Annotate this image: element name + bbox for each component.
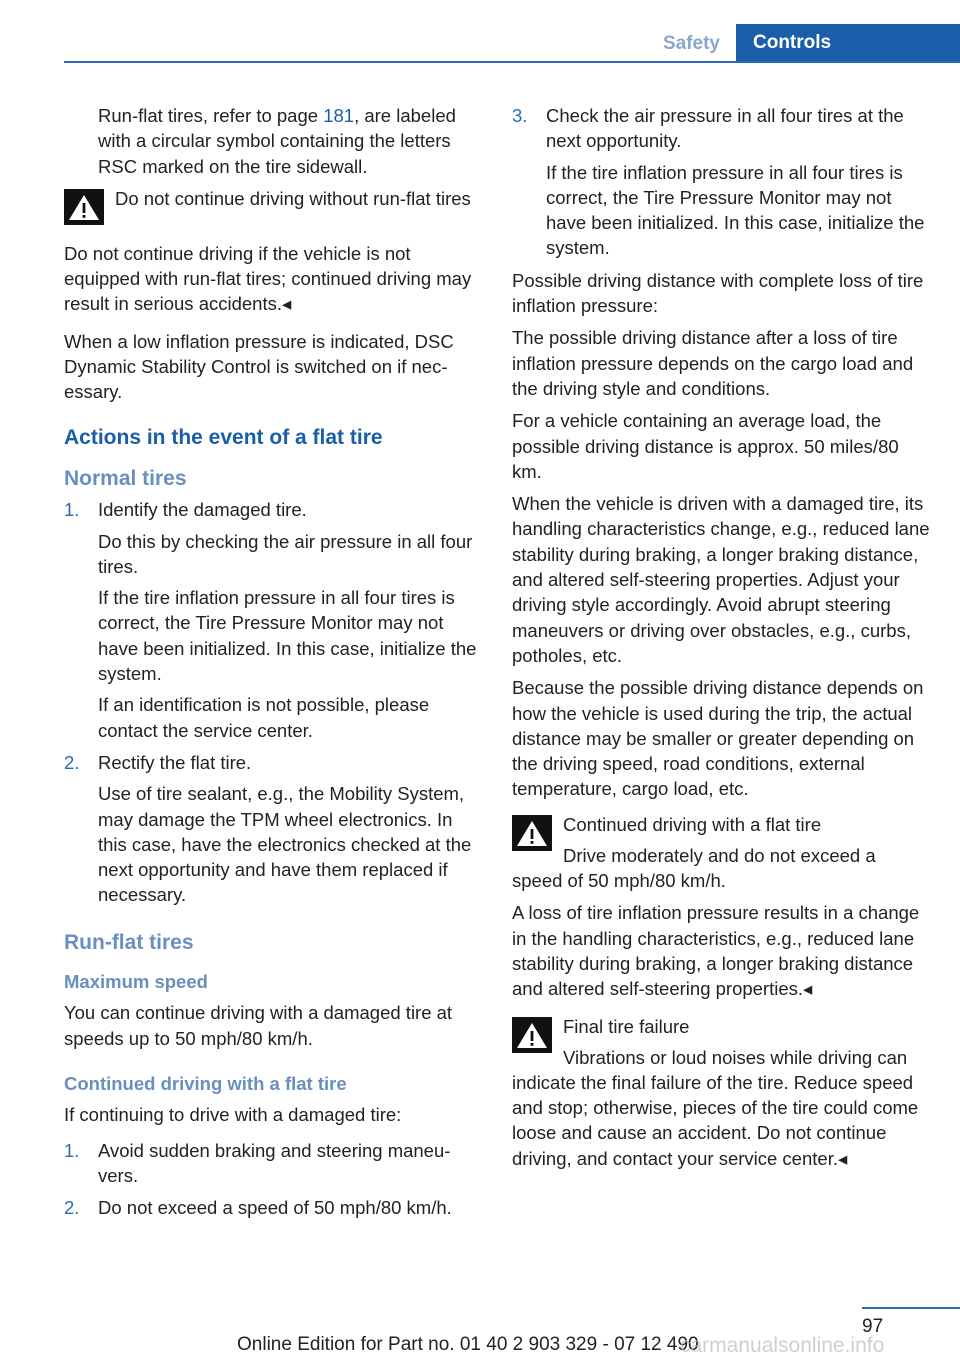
list-item: 2. Do not exceed a speed of 50 mph/80 km/h. xyxy=(64,1195,482,1220)
warning-body: Drive moderately and do not exceed a speed of 50 mph/80 km/h. xyxy=(512,844,876,892)
page-header xyxy=(0,24,960,62)
subheading-max-speed: Maximum speed xyxy=(64,971,208,993)
list-item: 1. Identify the damaged tire. Do this by checking the air pressure in all four tires. If the tire inflation pressure in all four tires is correct, the Tire Pressure Monitor may not have been initialized. In this case, initialize the system. If an identification is not possible, please contact the service center. xyxy=(64,499,477,741)
list-number: 2. xyxy=(64,1197,80,1219)
edition-text: Online Edition for Part no. 01 40 2 903 329 - 07 12 490 xyxy=(237,1334,699,1355)
warning-title: Continued driving with a flat tire xyxy=(563,813,822,835)
paragraph: The possible driving distance after a loss of tire inflation pressure depends on the cargo load and the driving style and conditions. xyxy=(512,327,914,399)
paragraph: For a vehicle containing an average load, the possible driving distance is approx. 50 miles/80 km. xyxy=(512,410,899,482)
continued-intro: If continuing to drive with a damaged tire: xyxy=(64,1104,402,1126)
list-number: 3. xyxy=(512,105,528,126)
warning-box xyxy=(512,812,930,864)
paragraph: A loss of tire inflation pressure results in a change in the handling characteristics, e.g., reduced lane stability during braking, a longer braking distance and altered self-steering properties.◂ xyxy=(512,902,920,1000)
list-number: 1. xyxy=(64,1139,80,1161)
right-column xyxy=(512,103,930,1178)
left-column xyxy=(64,103,482,1227)
watermark: carmanualsonline.info xyxy=(680,1334,885,1357)
warning-box xyxy=(64,186,482,238)
page-number: 97 xyxy=(862,1316,884,1337)
list-item: 1. Avoid sudden braking and steering maneuvers. xyxy=(64,1139,451,1186)
list-item: 2. Rectify the flat tire. Use of tire sealant, e.g., the Mobility System, may damage the TPM wheel electronics. In this case, have the electronics checked at the next opportunity and have them replaced if necessary. xyxy=(64,751,472,906)
subheading-normal-tires: Normal tires xyxy=(64,466,187,490)
warning-icon xyxy=(512,1017,552,1053)
page-link[interactable]: 181 xyxy=(323,105,355,126)
list-item: 3. Check the air pressure in all four tires at the next opportunity. If the tire inflation pressure in all four tires is correct, the Tire Pressure Monitor may not have been initialized. In this case, initialize the system. xyxy=(512,105,925,259)
warning-title: Final tire failure xyxy=(563,1015,690,1037)
low-pressure-text: When a low inflation pressure is indicated, DSC Dynamic Stability Control is switched on if necessary. xyxy=(64,330,454,403)
section-heading: Actions in the event of a flat tire xyxy=(64,425,383,449)
header-rule xyxy=(64,61,960,63)
runflat-intro: Run-flat tires, refer to page 181, are labeled with a circular symbol containing the letters RSC marked on the tire sidewall. xyxy=(98,105,456,177)
warning-body: Do not continue driving if the vehicle is not equipped with run-flat tires; continued driving may result in serious accidents.◂ xyxy=(64,242,472,315)
warning-icon xyxy=(512,815,552,851)
paragraph: Because the possible driving distance depends on how the vehicle is used during the trip, the actual distance may be smaller or greater depending on the driving speed, road conditions, external temperature, cargo load, etc. xyxy=(512,677,924,800)
warning-icon xyxy=(64,189,104,225)
paragraph: Possible driving distance with complete loss of tire inflation pressure: xyxy=(512,269,924,317)
tab-controls[interactable]: Controls xyxy=(736,24,960,62)
warning-body: Vibrations or loud noises while driving can indicate the final failure of the tire. Reduce speed and stop; otherwise, pieces of the tire could come loose and cause an accident. Do not continue driving, and contact your service center.◂ xyxy=(512,1046,919,1169)
footer-rule xyxy=(862,1307,960,1309)
warning-box xyxy=(512,1014,930,1066)
paragraph: When the vehicle is driven with a damaged tire, its handling characteristics change, e.g., reduced lane stability during braking, a longer braking distance, and altered self-steering properties. Adjust your driving style accordingly. Avoid abrupt steering maneuvers or driving over obstacles, e.g., curbs, potholes, etc. xyxy=(512,493,930,666)
tab-safety[interactable]: Safety xyxy=(662,33,720,54)
list-number: 2. xyxy=(64,751,80,773)
warning-title: Do not continue driving without run-flat tires xyxy=(115,187,471,209)
subheading-run-flat: Run-flat tires xyxy=(64,930,194,954)
list-number: 1. xyxy=(64,499,80,521)
max-speed-text: You can continue driving with a damaged tire at speeds up to 50 mph/80 km/h. xyxy=(64,1002,453,1049)
subheading-continued: Continued driving with a flat tire xyxy=(64,1072,347,1094)
